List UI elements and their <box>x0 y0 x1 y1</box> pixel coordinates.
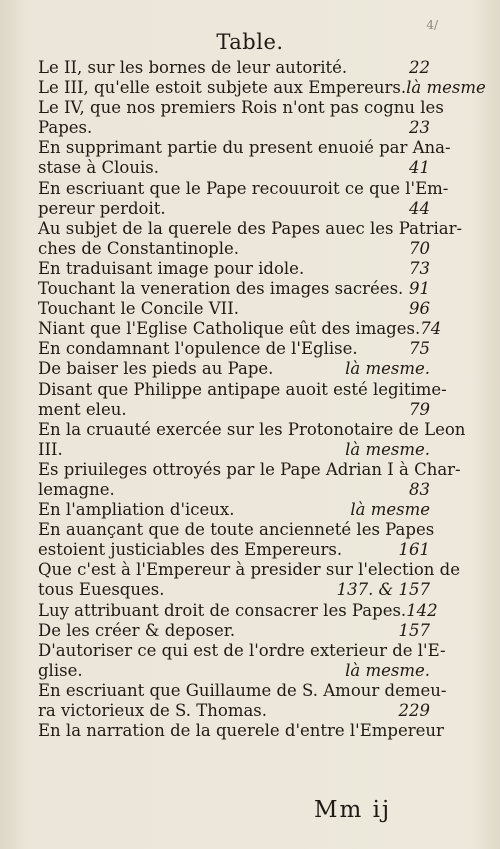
page-reference: 23 <box>409 118 430 138</box>
entry-text: En l'ampliation d'iceux. <box>38 500 235 520</box>
index-entry <box>38 138 451 178</box>
entry-text: stase à Clouis. <box>38 158 159 178</box>
page-reference: 73 <box>409 258 430 278</box>
index-list <box>38 58 486 741</box>
index-entry <box>38 319 442 339</box>
page-reference: 44 <box>409 198 430 218</box>
index-entry <box>38 339 430 359</box>
page-reference: 41 <box>409 158 430 178</box>
index-entry <box>38 419 466 460</box>
page-reference: là mesme. <box>345 359 430 379</box>
entry-line: Disant que Philippe antipape auoit esté legitime- <box>38 379 447 399</box>
entry-line: D'autoriser ce qui est de l'ordre exterieur de l'E- <box>38 640 446 660</box>
entry-text: tous Euesques. <box>38 580 165 600</box>
index-entry <box>38 58 430 78</box>
corner-marks: 4/ <box>426 18 438 32</box>
entry-line <box>38 661 430 681</box>
index-entry <box>38 178 449 219</box>
page-reference: 157 <box>398 620 430 640</box>
entry-line <box>38 319 442 339</box>
page-reference: 70 <box>409 238 430 258</box>
entry-text: lemagne. <box>38 479 115 499</box>
index-entry <box>38 600 438 621</box>
page-reference: là mesme <box>406 78 486 98</box>
entry-line <box>38 400 430 420</box>
index-entry <box>38 459 461 500</box>
entry-text: Touchant le Concile VII. <box>38 299 239 319</box>
entry-line: En supprimant partie du present enuoié par Ana- <box>38 138 451 158</box>
index-entry <box>38 520 435 560</box>
entry-line <box>38 600 438 621</box>
entry-line <box>38 721 444 741</box>
entry-line: Que c'est à l'Empereur à presider sur l'election de <box>38 560 460 580</box>
entry-line: En escriuant que le Pape recouuroit ce que l'Em- <box>38 178 449 198</box>
page-reference: 96 <box>409 299 430 319</box>
index-entry <box>38 680 447 721</box>
entry-line: Le IV, que nos premiers Rois n'ont pas cognu les <box>38 98 444 118</box>
entry-text: glise. <box>38 660 83 680</box>
entry-line: En la cruauté exercée sur les Protonotaire de Leon <box>38 419 466 439</box>
entry-text: En condamnant l'opulence de l'Eglise. <box>38 339 358 359</box>
entry-line <box>38 158 430 178</box>
index-entry <box>38 78 486 98</box>
page-reference: 79 <box>409 399 430 419</box>
entry-text: pereur perdoit. <box>38 198 166 218</box>
index-entry <box>38 218 463 259</box>
entry-text: Niant que l'Eglise Catholique eût des images. <box>38 319 421 339</box>
entry-text: Papes. <box>38 118 93 138</box>
page-reference: 229 <box>398 701 430 720</box>
page-title: Table. <box>216 30 284 54</box>
entry-text: De les créer & deposer. <box>38 620 236 640</box>
index-entry <box>38 560 460 600</box>
entry-text: Le III, qu'elle estoit subjete aux Empereurs. <box>38 78 407 98</box>
entry-text: estoient justiciables des Empereurs. <box>38 540 343 560</box>
entry-line <box>38 239 430 259</box>
signature-mark: Mm ij <box>314 797 392 823</box>
page-reference: là mesme <box>350 500 430 520</box>
entry-text: De baiser les pieds au Pape. <box>38 359 274 379</box>
index-entry <box>38 721 444 741</box>
entry-line <box>38 580 430 600</box>
entry-text: ra victorieux de S. Thomas. <box>38 701 268 720</box>
entry-text: En traduisant image pour idole. <box>38 258 305 278</box>
entry-text: Touchant la veneration des images sacrées. <box>38 279 404 299</box>
entry-line <box>38 701 430 721</box>
page-reference: 161 <box>398 540 430 560</box>
index-entry <box>38 299 430 319</box>
index-entry <box>38 98 444 138</box>
entry-line <box>38 299 430 319</box>
entry-line <box>38 199 430 219</box>
page-reference: 91 <box>409 279 430 299</box>
page-reference: 75 <box>409 339 430 359</box>
entry-line <box>38 540 430 560</box>
entry-line <box>38 500 430 520</box>
page-reference: là mesme. <box>345 439 430 459</box>
entry-line <box>38 621 430 641</box>
entry-line <box>38 480 430 500</box>
entry-text: III. <box>38 439 63 459</box>
entry-text: ment eleu. <box>38 399 127 419</box>
entry-line: En auançant que de toute ancienneté les Papes <box>38 520 435 540</box>
index-entry <box>38 640 446 681</box>
entry-line <box>38 118 430 138</box>
index-entry <box>38 359 430 379</box>
entry-line <box>38 58 430 78</box>
index-entry <box>38 279 430 299</box>
index-entry <box>38 379 447 420</box>
page-reference: 83 <box>409 479 430 499</box>
entry-line: Au subjet de la querele des Papes auec les Patriar- <box>38 218 463 238</box>
entry-text: Luy attribuant droit de consacrer les Papes. <box>38 600 407 620</box>
entry-text: En la narration de la querele d'entre l'Empereur <box>38 721 444 741</box>
page-reference: là mesme. <box>345 660 430 680</box>
entry-text: Le II, sur les bornes de leur autorité. <box>38 58 348 77</box>
entry-line <box>38 279 430 299</box>
entry-text: ches de Constantinople. <box>38 238 239 258</box>
index-entry <box>38 259 430 279</box>
page-reference: 22 <box>409 58 430 77</box>
page-reference: 137. & 157 <box>336 580 430 600</box>
page-reference: 74 <box>420 319 442 339</box>
entry-line <box>38 78 486 98</box>
entry-line <box>38 339 430 359</box>
index-entry <box>38 621 430 641</box>
page-reference: 142 <box>406 600 438 620</box>
entry-line: Es priuileges ottroyés par le Pape Adrian I à Char- <box>38 459 461 479</box>
entry-line <box>38 440 430 460</box>
index-entry <box>38 500 430 520</box>
entry-line <box>38 359 430 379</box>
entry-line: En escriuant que Guillaume de S. Amour demeu- <box>38 680 447 700</box>
entry-line <box>38 259 430 279</box>
